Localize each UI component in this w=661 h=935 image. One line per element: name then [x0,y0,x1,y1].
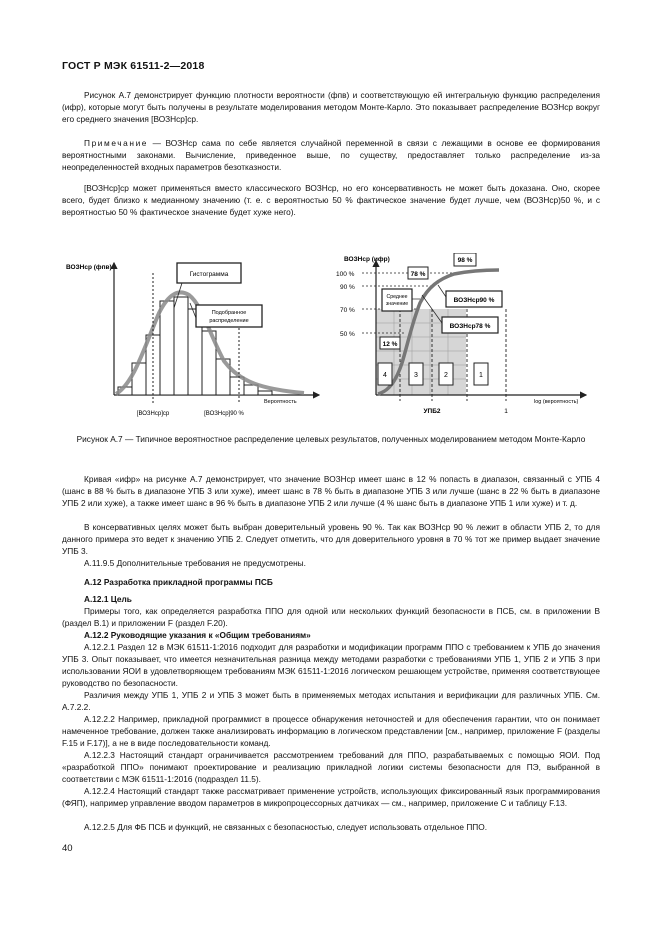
paragraph-1: Рисунок А.7 демонстрирует функцию плотности вероятности (фпв) и соответствующую ей интегральную функцию распределения (ифр), которые могут быть получены в результате моделирования методом Монте-Карло. Это показывает распределение ВОЗНср вокруг его среднего значения [ВОЗНср]ср. [62,90,600,124]
y-tick-90: 90 % [340,284,355,291]
page-number: 40 [62,843,73,854]
label-12: 12 % [382,341,398,348]
y-tick-100: 100 % [336,271,355,278]
box-90-label: ВОЗНср90 % [453,297,495,304]
left-x-label: Вероятность [264,399,297,405]
label-98: 98 % [457,257,473,264]
x-tick-1: 1 [504,408,508,415]
hist-bar [160,301,174,395]
paragraph-2: [ВОЗНср]ср может применяться вместо классического ВОЗНср, но его консервативность не может быть доказана. Оно, скорее всего, будет близко к медианному значению (т. е. с вероятностью 50 % фактическое значение будет лучше, чем (ВОЗНср)50 %, и с вероятностью 50 % фактическое значение будет хуже него). [62,183,600,217]
note-text: — ВОЗНср сама по себе является случайной переменной в связи с лежащими в основе ее формирования вероятностными законами. Вычисление, приведенное выше, по существу, предоставляет только распределение из-за неопределенностей входных параметров безотказности. [62,138,600,172]
heading-a121: А.12.1 Цель [84,594,132,604]
paragraph-3: Кривая «ифр» на рисунке А.7 демонстрирует, что значение ВОЗНср имеет шанс в 12 % попасть в диапазон, связанный с УПБ 4 (шанс в 88 % быть в диапазоне УПБ 3 или хуже), имеет шанс в 78 % быть в диапазоне УПБ 3 или лучше (шанс в 22 % быть в диапазоне УПБ 2 или хуже), а также имеет шанс в 96 % быть в диапазоне УПБ 2 или лучше (4 % шанс быть в диапазоне УПБ 1 или хуже) и т. д. [62,474,600,508]
mean-box [382,289,412,311]
paragraph-12: А.12.2.5 Для ФБ ПСБ и функций, не связанных с безопасностью, следует использовать отдельное ППО. [84,822,488,832]
mean-box-label: Среднее значение [385,294,409,307]
hist-bar [244,385,258,395]
paragraph-5: А.11.9.5 Дополнительные требования не предусмотрены. [84,558,306,568]
y-tick-50: 50 % [340,331,355,338]
mean-tick-label: [ВОЗНср]ср [136,411,170,417]
box-78-label: ВОЗНср78 % [449,323,491,330]
note-paragraph [62,138,600,174]
histogram-label: Гистограмма [189,271,229,278]
y-tick-70: 70 % [340,307,355,314]
heading-a12: А.12 Разработка прикладной программы ПСБ [84,577,273,587]
zone-label-2: 2 [444,372,448,379]
cdf-chart [334,253,594,423]
paragraph-10: А.12.2.3 Настоящий стандарт ограничивается рассмотрением требований для ППО, разрабатываемых с помощью ЯОИ. Под «разработкой ППО» понимают проектирование и реализацию прикладной логики системы безопасности для ПЭ, выбранной в соответствии с МЭК 61511-1:2016 (подраздел 11.5). [62,750,600,784]
paragraph-11: А.12.2.4 Настоящий стандарт также рассматривает применение устройств, использующих фиксированный язык программирования (ФЯП), например управление вводом параметров в микропроцессорных датчиках — см., например, приложение С и таблицу F.13. [62,786,600,808]
note-label: Примечание [84,138,149,148]
y-ticks [336,271,355,338]
label-78: 78 % [410,271,426,278]
paragraph-9: А.12.2.2 Например, прикладной программист в процессе обнаружения неточностей и для обеспечения гарантии, что он понимает намеченное требование, должен также анализировать информацию в логическом представлении [см., например, приложение F (разделы F.15 и F.17)], а не в виде последовательности команд. [62,714,600,748]
zone-label-1: 1 [479,372,483,379]
heading-a122: А.12.2 Руководящие указания к «Общим требованиям» [84,630,311,640]
zone-label-3: 3 [414,372,418,379]
fit-label: Подобранное распределение [209,310,249,324]
left-y-label: ВОЗНср (фпв) [66,264,112,271]
paragraph-6: Примеры того, как определяется разработка ППО для одной или нескольких функций безопасности в ПСБ, см. в приложении В (раздел В.1) и приложении F (раздел F.20). [62,606,600,628]
pdf-histogram-chart [64,253,330,423]
paragraph-7: А.12.2.1 Раздел 12 в МЭК 61511-1:2016 подходит для разработки и модификации программ ППО с требованием к УПБ до значения УПБ 3. Опыт показывает, что имеется незначительная разница между методами разработки с требованиями УПБ 1, УПБ 2 и УПБ 3 при использовании ЯОИ в удовлетворяющем требованиям МЭК 61511-1:2016 логическом решающем устройстве, применяя соответствующее руководство по безопасности. [62,642,600,688]
x-tick-upb2: УПБ2 [423,408,441,415]
document-header: ГОСТ Р МЭК 61511-2—2018 [62,60,205,72]
right-y-label: ВОЗНср (ифр) [344,256,390,263]
p90-tick-label: [ВОЗНср]90 % [204,411,244,417]
right-x-label: log (вероятность) [534,399,579,405]
hist-bar [258,391,272,395]
paragraph-4: В консервативных целях может быть выбран доверительный уровень 90 %. Так как ВОЗНср 90 % лежит в области УПБ 2, то для данного примера это ведет к значению УПБ 2. Следует отметить, что для доверительного уровня в 70 % тот же пример выдает значение УПБ 3. [62,522,600,556]
zone-label-4: 4 [383,372,387,379]
figure-caption: Рисунок А.7 — Типичное вероятностное распределение целевых результатов, полученных моделированием методом Монте-Карло [76,434,586,444]
hist-bar [174,297,188,395]
paragraph-8: Различия между УПБ 1, УПБ 2 и УПБ 3 может быть в применяемых методах испытания и верификации для различных УПБ. См. А.7.2.2. [62,690,600,712]
